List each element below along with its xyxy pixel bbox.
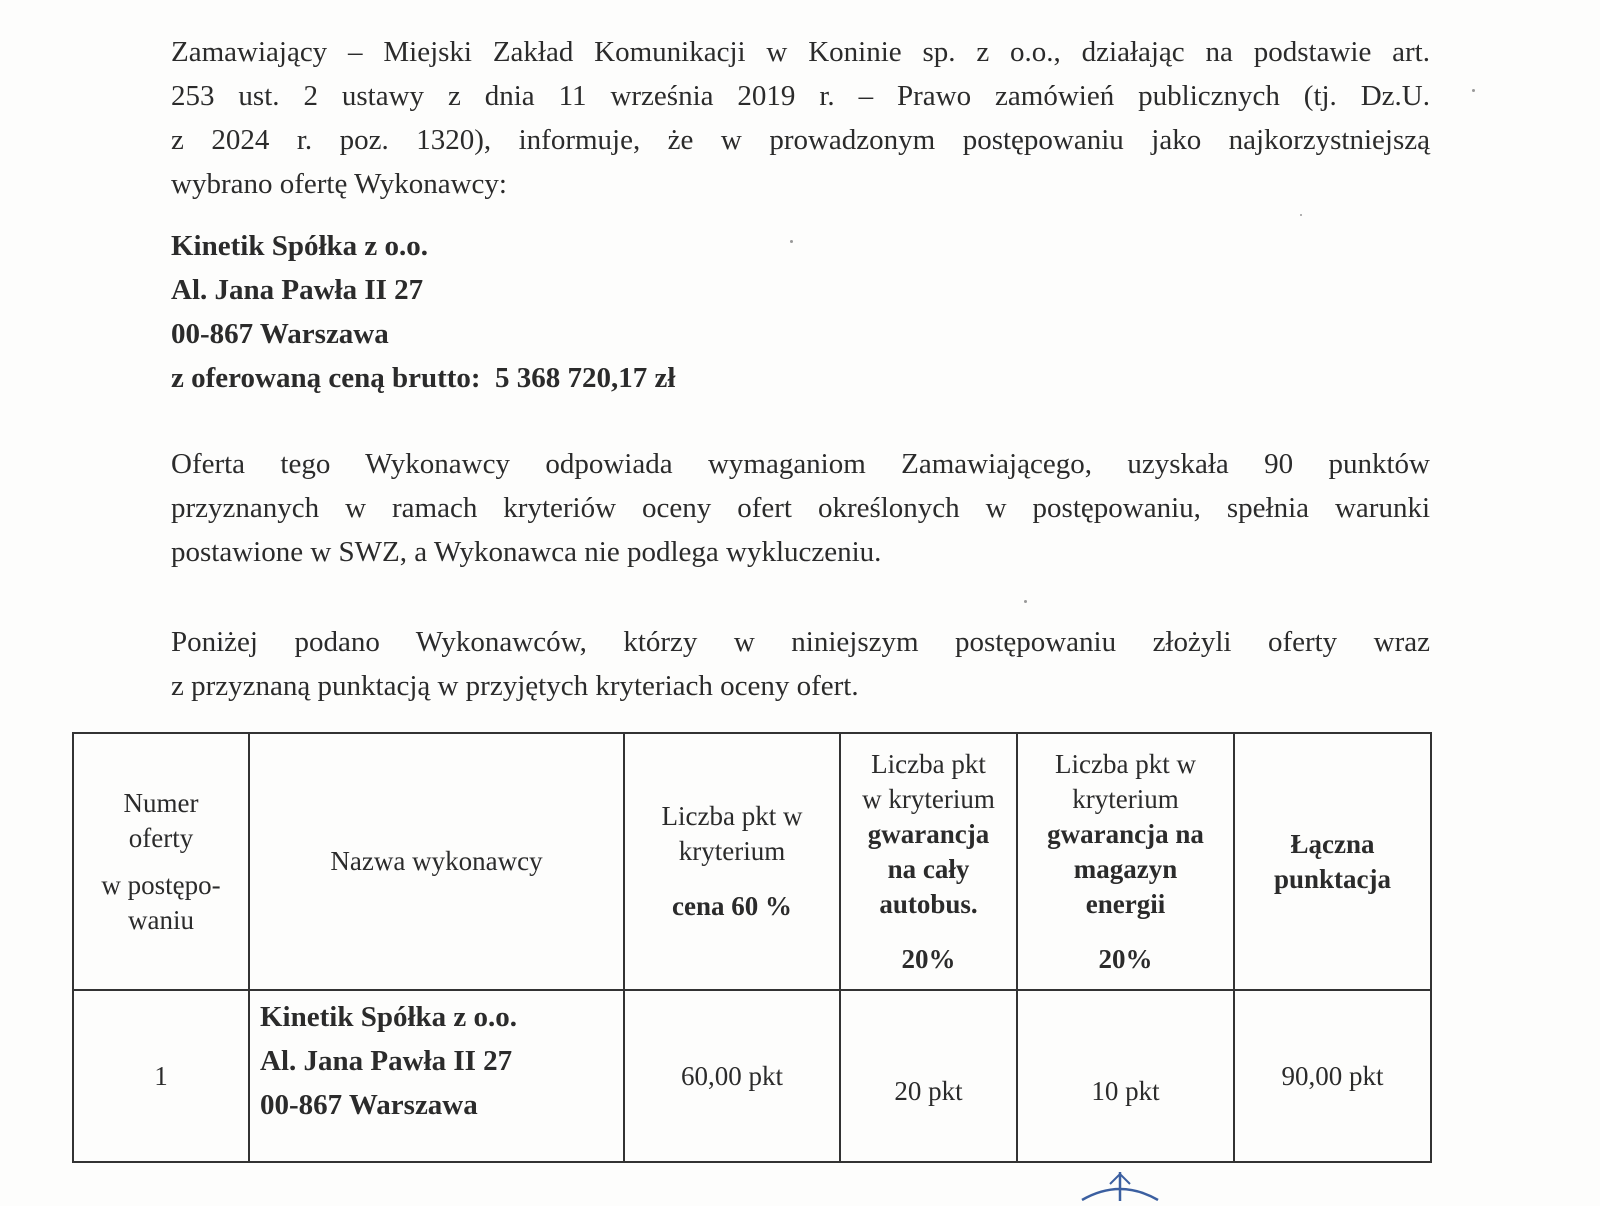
header-bus-warranty-criterion: Liczba pkt w kryterium gwarancja na cały autobus. 20% bbox=[840, 733, 1017, 990]
contractor-street: Al. Jana Pawła II 27 bbox=[171, 274, 424, 306]
cell-total-points: 90,00 pkt bbox=[1234, 990, 1431, 1162]
cell-bus-warranty-points: 20 pkt bbox=[840, 990, 1017, 1162]
offer-line: przyznanych w ramach kryteriów oceny ofert określonych w postępowaniu, spełnia warunki bbox=[171, 492, 1430, 524]
below-line: z przyznaną punktacją w przyjętych kryteriach oceny ofert. bbox=[171, 670, 859, 702]
contractor-name: Kinetik Spółka z o.o. bbox=[171, 230, 429, 262]
header-contractor-name: Nazwa wykonawcy bbox=[249, 733, 624, 990]
intro-line: wybrano ofertę Wykonawcy: bbox=[171, 168, 507, 200]
price-label: z oferowaną ceną brutto: bbox=[171, 362, 481, 394]
scan-speck bbox=[1024, 600, 1027, 603]
table-row bbox=[73, 990, 1431, 1162]
price-value: 5 368 720,17 zł bbox=[495, 362, 676, 394]
scan-speck bbox=[790, 240, 793, 243]
selected-contractor bbox=[171, 224, 675, 400]
offer-line: Oferta tego Wykonawcy odpowiada wymaganiom Zamawiającego, uzyskała 90 punktów bbox=[171, 448, 1430, 480]
cell-offer-number: 1 bbox=[73, 990, 249, 1162]
header-offer-number: Numer oferty w postępo- waniu bbox=[73, 733, 249, 990]
intro-line: z 2024 r. poz. 1320), informuje, że w prowadzonym postępowaniu jako najkorzystniejszą bbox=[171, 124, 1430, 156]
offer-line: postawione w SWZ, a Wykonawca nie podlega wykluczeniu. bbox=[171, 536, 882, 568]
offer-paragraph bbox=[171, 442, 1430, 574]
below-paragraph bbox=[171, 620, 1430, 708]
cell-contractor-name: Kinetik Spółka z o.o. Al. Jana Pawła II 27 00-867 Warszawa bbox=[249, 990, 624, 1162]
below-line: Poniżej podano Wykonawców, którzy w niniejszym postępowaniu złożyli oferty wraz bbox=[171, 626, 1430, 658]
intro-paragraph bbox=[171, 30, 1430, 206]
scan-speck bbox=[1472, 89, 1475, 92]
scan-speck bbox=[1300, 214, 1302, 216]
intro-line: 253 ust. 2 ustawy z dnia 11 września 2019 r. – Prawo zamówień publicznych (tj. Dz.U. bbox=[171, 80, 1430, 112]
intro-line: Zamawiający – Miejski Zakład Komunikacji w Koninie sp. z o.o., działając na podstawie art. bbox=[171, 36, 1430, 68]
cell-price-points: 60,00 pkt bbox=[624, 990, 840, 1162]
header-price-criterion: Liczba pkt w kryterium cena 60 % bbox=[624, 733, 840, 990]
scores-table bbox=[72, 732, 1432, 1163]
contractor-city: 00-867 Warszawa bbox=[171, 318, 389, 350]
table-header-row bbox=[73, 733, 1431, 990]
contractor-price bbox=[171, 356, 675, 400]
header-energy-storage-criterion: Liczba pkt w kryterium gwarancja na magazyn energii 20% bbox=[1017, 733, 1234, 990]
cell-energy-storage-points: 10 pkt bbox=[1017, 990, 1234, 1162]
header-total-score: Łączna punktacja bbox=[1234, 733, 1431, 990]
